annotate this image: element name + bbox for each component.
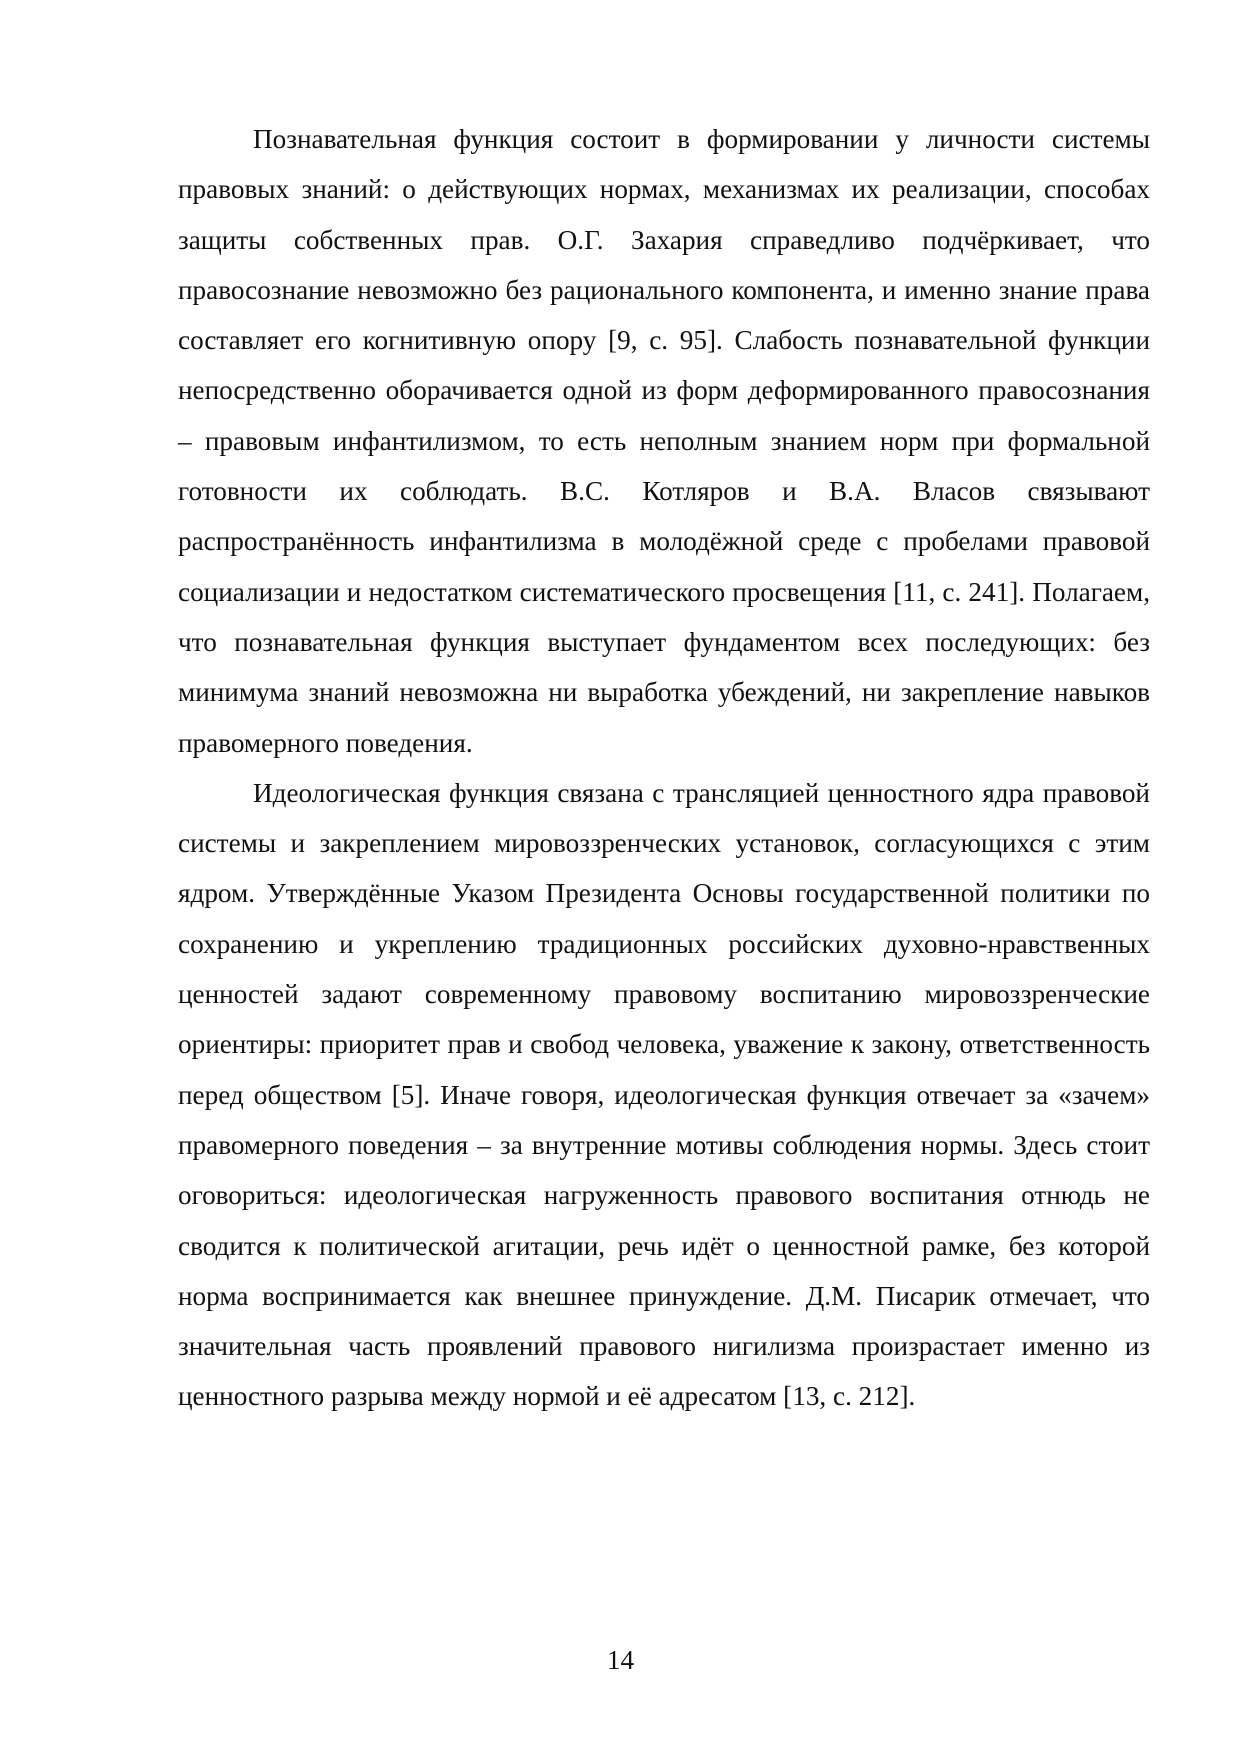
body-text [178, 114, 1150, 1422]
paragraph-cognitive-function: Познавательная функция состоит в формировании у личности системы правовых знаний: о действующих нормах, механизмах их реализации, способах защиты собственных прав. О.Г. Захария справедливо подчёркивает, что правосознание невозможно без рационального компонента, и именно знание права составляет его когнитивную опору [9, с. 95]. Слабость познавательной функции непосредственно оборачивается одной из форм деформированного правосознания – правовым инфантилизмом, то есть неполным знанием норм при формальной готовности их соблюдать. В.С. Котляров и В.А. Власов связывают распространённость инфантилизма в молодёжной среде с пробелами правовой социализации и недостатком систематического просвещения [11, с. 241]. Полагаем, что познавательная функция выступает фундаментом всех последующих: без минимума знаний невозможна ни выработка убеждений, ни закрепление навыков правомерного поведения. [178, 124, 1150, 758]
paragraph-ideological-function: Идеологическая функция связана с трансляцией ценностного ядра правовой системы и закреплением мировоззренческих установок, согласующихся с этим ядром. Утверждённые Указом Президента Основы государственной политики по сохранению и укреплению традиционных российских духовно-нравственных ценностей задают современному правовому воспитанию мировоззренческие ориентиры: приоритет прав и свобод человека, уважение к закону, ответственность перед обществом [5]. Иначе говоря, идеологическая функция отвечает за «зачем» правомерного поведения – за внутренние мотивы соблюдения нормы. Здесь стоит оговориться: идеологическая нагруженность правового воспитания отнюдь не сводится к политической агитации, речь идёт о ценностной рамке, без которой норма воспринимается как внешнее принуждение. Д.М. Писарик отмечает, что значительная часть проявлений правового нигилизма произрастает именно из ценностного разрыва между нормой и её адресатом [13, с. 212]. [178, 777, 1150, 1412]
page-number: 14 [606, 1645, 635, 1675]
